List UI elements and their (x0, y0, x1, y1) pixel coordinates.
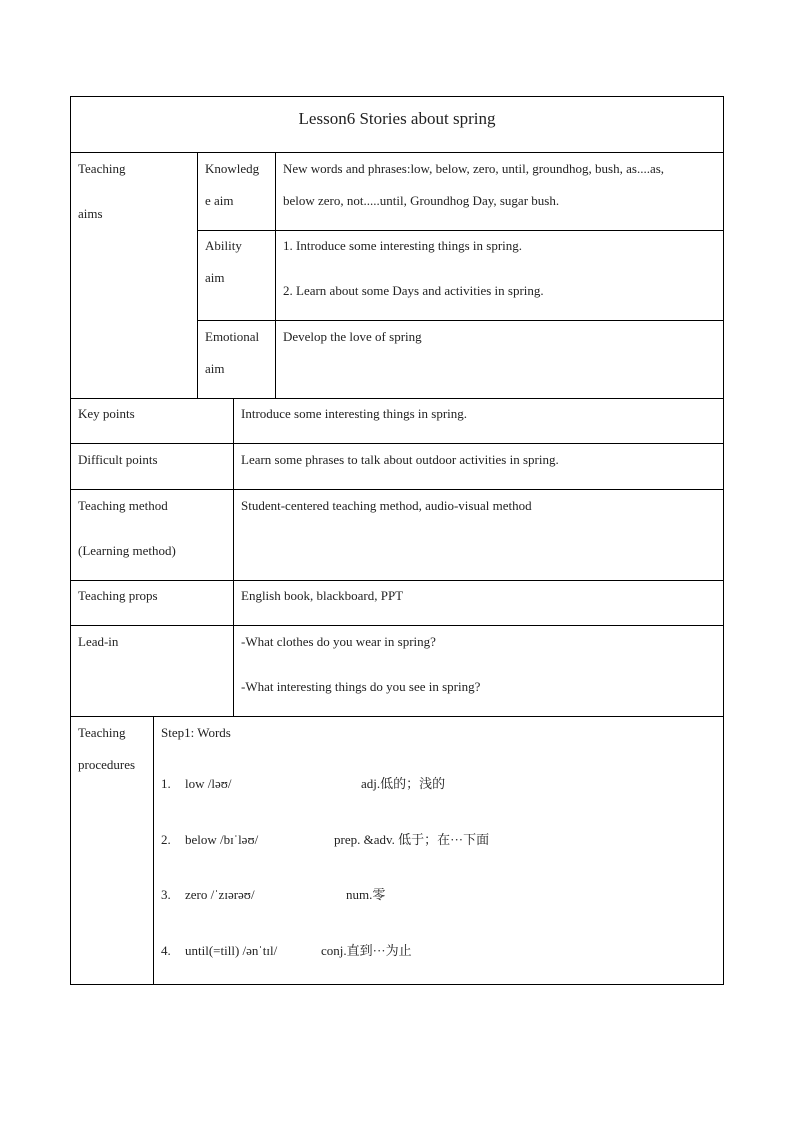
knowledge-aim-label-line1: Knowledg (205, 161, 260, 176)
row-divider (70, 398, 724, 399)
word-item-word: low /ləʊ/ (185, 776, 232, 791)
word-item-meaning: num.零 (346, 887, 386, 902)
difficult-points-text: Learn some phrases to talk about outdoor activities in spring. (241, 452, 559, 467)
knowledge-aim-text-line2: below zero, not.....until, Groundhog Day, sugar bush. (283, 193, 560, 208)
col-divider (233, 398, 234, 716)
lead-in-question-1: -What clothes do you wear in spring? (241, 634, 436, 649)
word-item-word: below /bɪˈləʊ/ (185, 832, 259, 847)
emotional-aim-text: Develop the love of spring (283, 329, 422, 344)
teaching-method-text: Student-centered teaching method, audio-visual method (241, 498, 532, 513)
word-item-meaning: prep. &adv. 低于；在···下面 (334, 832, 490, 847)
row-divider (70, 489, 724, 490)
procedures-label-line2: procedures (78, 757, 136, 772)
word-item-meaning: conj.直到···为止 (321, 943, 412, 958)
row-divider (70, 580, 724, 581)
col-divider (275, 152, 276, 398)
word-item-meaning: adj.低的；浅的 (361, 776, 446, 791)
col-divider (197, 152, 198, 398)
knowledge-aim-text-line1: New words and phrases:low, below, zero, until, groundhog, bush, as....as, (283, 161, 665, 176)
knowledge-aim-label-line2: e aim (205, 193, 234, 208)
ability-aim-text-line2: 2. Learn about some Days and activities in spring. (283, 283, 544, 298)
word-item-word: until(=till) /ənˈtɪl/ (185, 943, 278, 958)
row-divider (70, 716, 724, 717)
ability-aim-label-line2: aim (205, 270, 225, 285)
teaching-props-label: Teaching props (78, 588, 158, 603)
teaching-method-label-line2: (Learning method) (78, 543, 176, 558)
ability-aim-label-line1: Ability (205, 238, 242, 253)
procedures-label-line1: Teaching (78, 725, 126, 740)
teaching-method-label-line1: Teaching method (78, 498, 168, 513)
lesson-title: Lesson6 Stories about spring (298, 109, 496, 128)
procedures-step-title: Step1: Words (161, 725, 231, 740)
lead-in-label: Lead-in (78, 634, 119, 649)
teaching-props-text: English book, blackboard, PPT (241, 588, 404, 603)
col-divider (153, 716, 154, 985)
key-points-text: Introduce some interesting things in spring. (241, 406, 468, 421)
teaching-aims-label-line2: aims (78, 206, 103, 221)
row-divider (70, 625, 724, 626)
teaching-aims-label-line1: Teaching (78, 161, 126, 176)
emotional-aim-label-line1: Emotional (205, 329, 260, 344)
ability-aim-text-line1: 1. Introduce some interesting things in spring. (283, 238, 523, 253)
row-divider (70, 152, 724, 153)
difficult-points-label: Difficult points (78, 452, 158, 467)
lead-in-question-2: -What interesting things do you see in spring? (241, 679, 481, 694)
sub-row-divider (197, 320, 724, 321)
row-divider (70, 443, 724, 444)
word-item-word: zero /ˈzɪərəʊ/ (185, 887, 255, 902)
word-item-number: 3. (161, 887, 171, 902)
emotional-aim-label-line2: aim (205, 361, 225, 376)
word-item-number: 1. (161, 776, 171, 791)
word-item-number: 4. (161, 943, 171, 958)
word-item-number: 2. (161, 832, 171, 847)
key-points-label: Key points (78, 406, 135, 421)
sub-row-divider (197, 230, 724, 231)
